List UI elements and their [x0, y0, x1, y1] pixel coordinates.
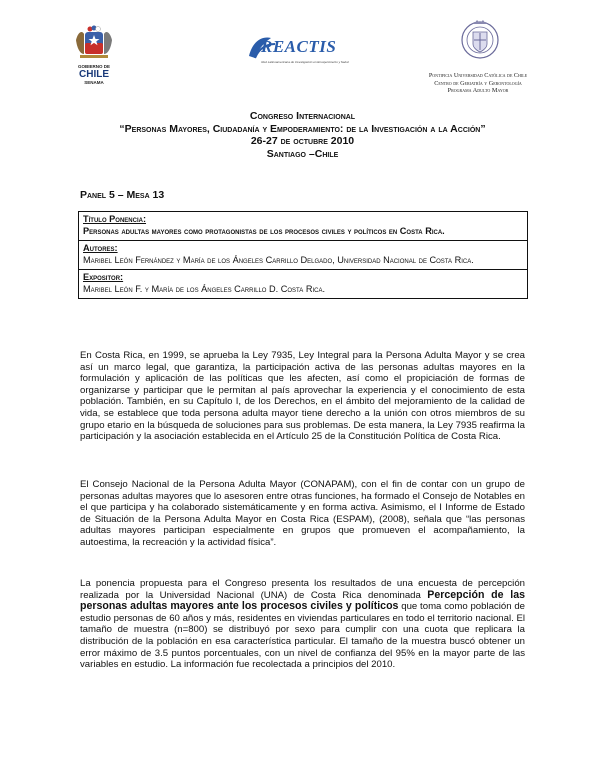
- panel-heading: Panel 5 – Mesa 13: [80, 189, 165, 201]
- chile-coat-of-arms-icon: [68, 24, 120, 64]
- expositor-label: Expositor:: [83, 272, 124, 282]
- uc-line-center: Centro de Geriatría y Gerontología: [434, 79, 522, 87]
- body-paragraph-2: El Consejo Nacional de la Persona Adulta Mayor (CONAPAM), con el fin de contar con un grupo de personas adultas mayores que lo asesoren entre otras funciones, ha formado el Consejo de Notables en el que participa y ha colaborado sistemáticamente y en forma activa. Asimismo, el I Informe de Estado de Situación de la Persona Adulta Mayor en Costa Rica (ESPAM), (2008), señala que “las personas adultas mayores participan especialmente en grupos que promueven el acompañamiento, la autoestima, la recreación y la actividad física”.: [80, 479, 525, 548]
- uc-seal-icon: [460, 18, 500, 66]
- uc-line-university: Pontificia Universidad Católica de Chile: [428, 72, 528, 79]
- expositor-cell: [79, 269, 527, 298]
- reactis-wordmark: REACTIS: [261, 37, 337, 56]
- body-paragraph-1: En Costa Rica, en 1999, se aprueba la Ley 7935, Ley Integral para la Persona Adulta Mayor y se crea así un marco legal, que garantiza, la participación activa de las personas adultas mayores en la formulación y aplicación de las políticas que les afecten, así como el propiciación de formas de organizarse y participar que le permitan al país aprovechar la experiencia y el conocimiento de esta población. También, en su Capítulo I, de los Derechos, en el ámbito del mejoramiento de la calidad de vida, se establece que toda persona adulta mayor tiene derecho a la unión con otros miembros de su grupo etario en la búsqueda de soluciones para sus problemas. De esta manera, la Ley 7935 reafirma la participación y la asociación establecida en el Artículo 25 de la Constitución Política de Costa Rica.: [80, 350, 525, 443]
- body-paragraph-3: [80, 578, 525, 671]
- titulo-value: Personas adultas mayores como protagonistas de los procesos civiles y políticos en Costa Rica.: [83, 225, 445, 236]
- congress-theme: “Personas Mayores, Ciudadanía y Empoderamiento: de la Investigación a la Acción”: [119, 122, 486, 135]
- gob-line3: SENAMA: [84, 80, 104, 85]
- congress-dates: 26-27 de octubre 2010: [250, 135, 355, 147]
- expositor-value: Maribel León F. y María de los Ángeles Carrillo D. Costa Rica.: [83, 283, 326, 294]
- titulo-label: Título Ponencia:: [83, 214, 147, 224]
- reactis-logo: [245, 34, 357, 68]
- autores-cell: [79, 240, 527, 269]
- gob-line1: GOBIERNO DE: [77, 64, 110, 69]
- uc-seal-logo: [460, 18, 500, 66]
- gob-line2: CHILE: [79, 69, 109, 80]
- congress-title-block: [80, 110, 525, 160]
- uc-line-program: Programa Adulto Mayor: [447, 87, 509, 95]
- reactis-tagline: Red Latinoamericana de Investigación en Envejecimiento y Salud: [261, 60, 349, 64]
- congress-name: Congreso Internacional: [249, 110, 356, 122]
- titulo-cell: [79, 212, 527, 240]
- uc-institution-text: [398, 72, 558, 95]
- autores-value: Maribel León Fernández y María de los Ángeles Carrillo Delgado, Universidad Nacional de Costa Rica.: [83, 254, 474, 265]
- gobierno-chile-logo: [68, 24, 120, 86]
- survey-title: Percepción de las personas adultas mayores ante los procesos civiles y políticos: [80, 588, 525, 613]
- p3-rest: que toma como población de estudio personas de 60 años y más, residentes en viviendas particulares en todo el territorio nacional. El tamaño de muestra (n=800) se distribuyó por sexo para cumplir con una cuota que replicara la distribución de la población en esa característica particular. El tamaño de la muestra buscó obtener un error máximo de 3.5 puntos porcentuales, con un nivel de confianza del 95% en la mayor parte de las variables en estudio. La información fue recolectada a principios del 2010.: [80, 601, 525, 671]
- autores-label: Autores:: [83, 243, 118, 253]
- paper-info-table: [78, 211, 528, 299]
- congress-location: Santiago –Chile: [266, 147, 339, 160]
- p3-intro: La ponencia propuesta para el Congreso presenta los resultados de una encuesta de percepción realizada por la Universidad Nacional (UNA) de Costa Rica denominada: [80, 578, 525, 601]
